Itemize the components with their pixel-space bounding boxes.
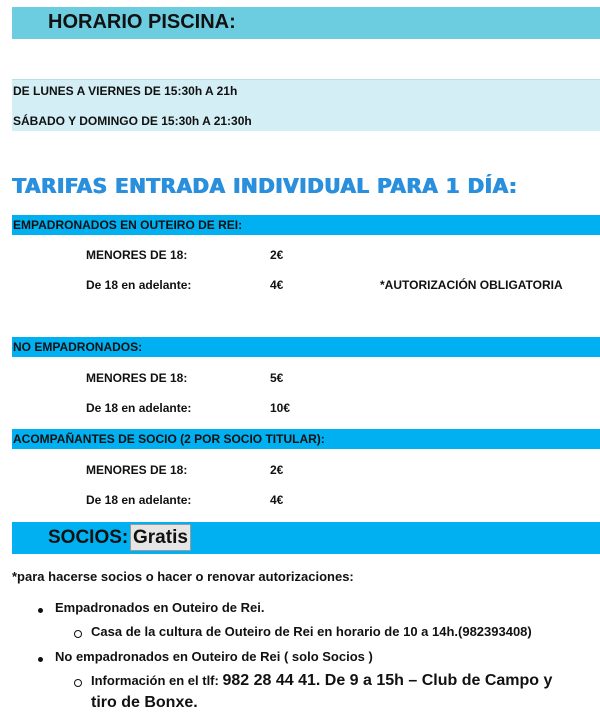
info-item: Empadronados en Outeiro de Rei.: [55, 600, 265, 615]
rate-label: De 18 en adelante:: [86, 278, 192, 292]
schedule-block: [12, 79, 600, 131]
info-subitem: Casa de la cultura de Outeiro de Rei en horario de 10 a 14h.(982393408): [91, 624, 532, 639]
rate-price: 4€: [270, 493, 284, 507]
sub-bullet-icon: [74, 630, 82, 638]
schedule-weekend: SÁBADO Y DOMINGO DE 15:30h A 21:30h: [13, 114, 252, 128]
rate-label: De 18 en adelante:: [86, 493, 192, 507]
rate-price: 2€: [270, 248, 284, 262]
bullet-icon: [38, 608, 43, 613]
info-phone: 982 28 44 41: [222, 672, 316, 689]
info-subitem-continued: tiro de Bonxe.: [91, 694, 198, 711]
info-hours-club: . De 9 a 15h – Club de Campo y: [315, 672, 553, 689]
authorization-note: *AUTORIZACIÓN OBLIGATORIA: [380, 278, 563, 292]
bullet-icon: [38, 657, 43, 662]
membership-note: *para hacerse socios o hacer o renovar autorizaciones:: [12, 569, 354, 584]
rate-label: De 18 en adelante:: [86, 401, 192, 415]
group-empadronados-bar: [12, 215, 600, 235]
sub-bullet-icon: [74, 679, 82, 687]
rate-label: MENORES DE 18:: [86, 371, 188, 385]
group-empadronados-title: EMPADRONADOS EN OUTEIRO DE REI:: [13, 218, 243, 232]
rate-label: MENORES DE 18:: [86, 463, 188, 477]
group-acompanantes-bar: [12, 429, 600, 449]
rate-price: 5€: [270, 371, 284, 385]
schedule-weekdays: DE LUNES A VIERNES DE 15:30h A 21h: [13, 84, 238, 98]
info-phone-prefix: Información en el tlf:: [91, 673, 223, 688]
rate-price: 10€: [270, 401, 291, 415]
members-label: SOCIOS:: [48, 527, 129, 548]
group-no-empadronados-title: NO EMPADRONADOS:: [13, 340, 143, 354]
info-item: No empadronados en Outeiro de Rei ( solo Socios ): [55, 649, 373, 664]
rate-label: MENORES DE 18:: [86, 248, 188, 262]
info-subitem: [91, 672, 552, 690]
rate-price: 4€: [270, 278, 284, 292]
group-acompanantes-title: ACOMPAÑANTES DE SOCIO (2 POR SOCIO TITULAR):: [13, 432, 325, 446]
rates-title: TARIFAS ENTRADA INDIVIDUAL PARA 1 DÍA:: [12, 174, 518, 198]
schedule-title: HORARIO PISCINA:: [48, 11, 236, 33]
rate-price: 2€: [270, 463, 284, 477]
schedule-header: [12, 7, 600, 39]
members-free-badge: Gratis: [130, 524, 191, 551]
group-no-empadronados-bar: [12, 337, 600, 357]
members-bar: [12, 522, 600, 554]
